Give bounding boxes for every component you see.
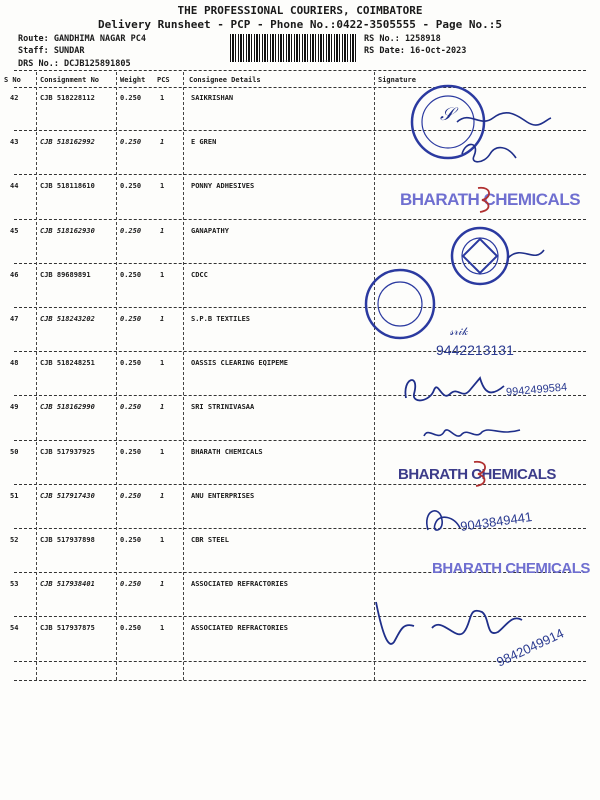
row-pcs: 1	[160, 491, 165, 500]
row-consignment: CJB 517937925	[40, 447, 95, 456]
row-consignee: ASSOCIATED REFRACTORIES	[191, 624, 288, 633]
barcode	[230, 34, 358, 62]
handwritten-phone-48: 9942499584	[505, 381, 568, 399]
row-weight: 0.250	[120, 447, 142, 456]
row-pcs: 1	[160, 536, 165, 544]
row-weight: 0.250	[120, 491, 142, 500]
signature-row-50	[470, 458, 494, 488]
column-divider	[374, 72, 375, 680]
company-title: THE PROFESSIONAL COURIERS, COIMBATORE	[177, 4, 423, 17]
bharath-stamp-50: BHARATH CHEMICALS	[398, 466, 556, 483]
bharath-stamp-44: BHARATH CHEMICALS	[400, 190, 581, 209]
col-signature: Signature	[378, 76, 416, 84]
row-sno: 42	[10, 94, 19, 102]
row-weight: 0.250	[120, 403, 142, 412]
signature-row-44	[474, 184, 498, 214]
signature-row-42: 𝒮	[440, 104, 454, 124]
row-weight: 0.250	[120, 359, 142, 368]
row-pcs: 1	[160, 403, 165, 412]
row-divider	[14, 484, 586, 485]
row-weight: 0.250	[120, 536, 142, 544]
col-pcs: PCS	[157, 76, 170, 84]
row-weight: 0.250	[120, 624, 142, 633]
col-consignment: Consignment No	[40, 76, 100, 84]
row-consignee: CBR STEEL	[191, 536, 229, 544]
row-pcs: 1	[160, 624, 165, 633]
row-sno: 43	[10, 138, 19, 147]
round-stamp-hardwares	[430, 224, 550, 288]
column-divider	[116, 72, 117, 680]
column-divider	[36, 72, 37, 680]
handwritten-phone-51: 9043849441	[459, 509, 534, 534]
header-top-rule	[14, 70, 586, 71]
row-sno: 45	[10, 226, 19, 235]
row-consignment: CJB 517917430	[40, 491, 95, 500]
row-pcs: 1	[160, 359, 165, 368]
row-sno: 44	[10, 182, 19, 191]
row-consignment: CJB 89689891	[40, 270, 91, 279]
row-pcs: 1	[160, 580, 165, 589]
row-sno: 46	[10, 270, 19, 279]
row-consignment: CJB 517937875	[40, 624, 95, 633]
row-pcs: 1	[160, 226, 165, 235]
row-weight: 0.250	[120, 315, 142, 323]
col-consignee: Consignee Details	[189, 76, 261, 84]
row-consignee: ANU ENTERPRISES	[191, 491, 255, 500]
table-header	[0, 72, 600, 86]
row-sno: 53	[10, 580, 19, 589]
handwritten-phone-54: 9842049914	[494, 625, 567, 670]
row-sno: 52	[10, 536, 19, 544]
signature-row-47: 𝓈𝓇𝒾𝓀	[450, 326, 469, 338]
row-consignment: CJB 518228112	[40, 94, 95, 102]
row-consignee: E GREN	[191, 138, 217, 147]
row-consignment: CJB 517937898	[40, 536, 95, 544]
column-divider	[183, 72, 184, 680]
row-consignment: CJB 517938401	[40, 580, 95, 589]
row-consignee: S.P.B TEXTILES	[191, 315, 251, 323]
runsheet-subtitle: Delivery Runsheet - PCP - Phone No.:0422-3505555 - Page No.:5	[98, 18, 502, 31]
row-pcs: 1	[160, 270, 165, 279]
row-weight: 0.250	[120, 182, 142, 191]
row-consignee: BHARATH CHEMICALS	[191, 447, 263, 456]
row-consignee: SAIKRISHAN	[191, 94, 234, 102]
rs-date: RS Date: 16-Oct-2023	[364, 46, 467, 56]
row-consignment: CJB 518162990	[40, 403, 95, 412]
row-divider	[14, 174, 586, 175]
row-pcs: 1	[160, 447, 165, 456]
row-consignee: OASSIS CLEARING EQIPEME	[191, 359, 288, 368]
signature-row-49	[420, 420, 530, 450]
row-pcs: 1	[160, 182, 165, 191]
bharath-stamp-52: BHARATH CHEMICALS	[432, 560, 590, 577]
signature-row-43	[456, 136, 526, 168]
row-consignment: CJB 518162930	[40, 226, 95, 235]
row-pcs: 1	[160, 138, 165, 147]
staff-label: Staff: SUNDAR	[18, 46, 85, 56]
col-weight: Weight	[120, 76, 146, 84]
row-consignee: GANAPATHY	[191, 226, 229, 235]
row-pcs: 1	[160, 315, 165, 323]
row-sno: 48	[10, 359, 19, 368]
row-consignment: CJB 518248251	[40, 359, 95, 368]
row-consignee: CDCC	[191, 270, 208, 279]
row-divider	[14, 219, 586, 220]
row-consignment: CJB 518118610	[40, 182, 95, 191]
row-sno: 54	[10, 624, 19, 633]
row-consignment: CJB 518162992	[40, 138, 95, 147]
row-consignee: PONNY ADHESIVES	[191, 182, 255, 191]
row-weight: 0.250	[120, 226, 142, 235]
row-sno: 51	[10, 491, 19, 500]
row-weight: 0.250	[120, 138, 142, 147]
row-weight: 0.250	[120, 94, 142, 102]
row-consignee: SRI STRINIVASAA	[191, 403, 255, 412]
row-pcs: 1	[160, 94, 165, 102]
handwritten-phone-47: 9442213131	[436, 342, 514, 358]
drs-number: DRS No.: DCJB125891805	[18, 59, 131, 69]
row-weight: 0.250	[120, 580, 142, 589]
row-sno: 49	[10, 403, 19, 412]
signature-scribble-42	[455, 108, 555, 132]
table-end-rule	[14, 680, 586, 681]
row-consignee: ASSOCIATED REFRACTORIES	[191, 580, 288, 589]
round-stamp-cdcc-bank	[360, 266, 440, 346]
row-sno: 50	[10, 447, 19, 456]
row-weight: 0.250	[120, 270, 142, 279]
route-label: Route: GANDHIMA NAGAR PC4	[18, 34, 146, 44]
row-consignment: CJB 518243202	[40, 315, 95, 323]
row-sno: 47	[10, 315, 19, 323]
signature-row-48	[400, 368, 510, 412]
row-divider	[14, 307, 586, 308]
col-sno: S No	[4, 76, 21, 84]
rs-number: RS No.: 1258918	[364, 34, 441, 44]
